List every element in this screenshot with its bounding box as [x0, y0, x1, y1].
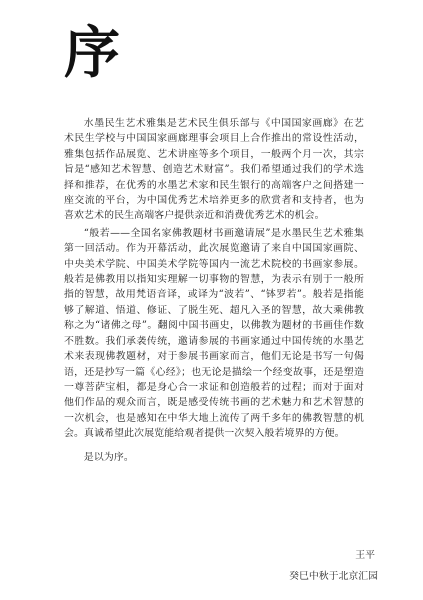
- preface-body: [64, 116, 364, 465]
- paragraph-1: 水墨民生艺术雅集是艺术民生俱乐部与《中国国家画廊》在艺术民生学校与中国国家画廊理事会项目上合作推出的常设性活动，雅集包括作品展览、艺术讲座等多个项目，一般两个月一次，其宗旨是“感知艺术智慧、创造艺术财富”。我们希望通过我们的学术选择和推荐，在优秀的水墨艺术家和民生银行的高端客户之间搭建一座交流的平台，为中国优秀艺术培养更多的欣赏者和支持者，也为喜欢艺术的民生高端客户提供亲近和消费优秀艺术的机会。: [64, 118, 364, 222]
- author-name: 王平: [355, 550, 375, 561]
- closing-line: 是以为序。: [83, 451, 134, 463]
- paragraph-2: “般若——全国名家佛教题材书画邀请展”是水墨民生艺术雅集第一回活动。作为开幕活动，此次展览邀请了来自中国国家画院、中央美术学院、中国美术学院等国内一流艺术院校的书画家参展。般若是佛教用以指知实理解一切事物的智慧，为表示有别于一般所指的智慧，故用梵语音译，或译为“波若”、“钵罗若”。般若是指能够了解道、悟道、修证、了脱生死、超凡入圣的智慧，故大乘佛教称之为“诸佛之母”。翻阅中国书画史，以佛教为题材的书画佳作数不胜数。我们承袭传统，邀请参展的书画家通过中国传统的水墨艺术来表现佛教题材，对于参展书画家而言，他们无论是书写一句偈语，还是抄写一篇《心经》；也无论是描绘一个经变故事，还是塑造一尊菩萨宝相，都是身心合一求证和创造般若的过程；而对于面对他们作品的观众而言，既是感受传统书画的艺术魅力和艺术智慧的一次机会，也是感知在中华大地上流传了两千多年的佛教智慧的机会。真诚希望此次展览能给观者提供一次契入般若境界的方便。: [64, 227, 364, 440]
- page-title: 序: [64, 20, 122, 86]
- signature-date: 癸巳中秋于北京汇园: [289, 571, 378, 582]
